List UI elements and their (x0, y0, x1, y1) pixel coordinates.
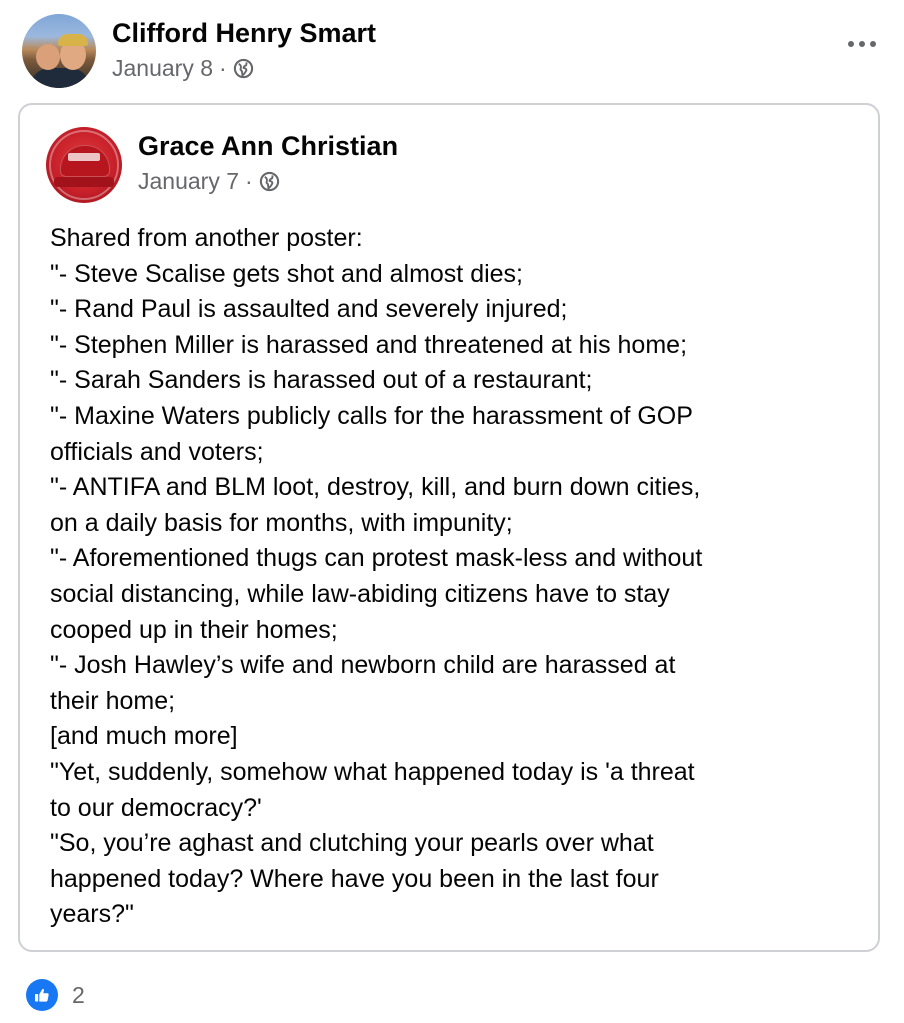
more-options-icon[interactable] (842, 34, 882, 54)
author-avatar[interactable] (22, 14, 96, 88)
post-meta (112, 55, 254, 82)
post-text-line: years?" (50, 900, 134, 929)
shared-post-date[interactable]: January 7 (138, 168, 240, 194)
post-text-line: to our democracy?' (50, 793, 262, 822)
post-text-line: "- Sarah Sanders is harassed out of a restaurant; (50, 366, 593, 395)
post-text-line: "- Josh Hawley’s wife and newborn child are harassed at (50, 651, 676, 680)
post-text-line: "- Aforementioned thugs can protest mask-less and without (50, 544, 703, 573)
post-header (22, 14, 882, 90)
post-text-line: their home; (50, 686, 176, 715)
globe-icon[interactable] (233, 58, 254, 79)
shared-author-name[interactable]: Grace Ann Christian (138, 131, 399, 161)
meta-separator: · (219, 55, 227, 81)
post-text-line: cooped up in their homes; (50, 615, 338, 644)
post-text-line: "- Rand Paul is assaulted and severely injured; (50, 295, 568, 324)
post-text-line: social distancing, while law-abiding citizens have to stay (50, 579, 670, 608)
globe-icon[interactable] (259, 171, 280, 192)
post-text-line: "- Stephen Miller is harassed and threatened at his home; (50, 330, 688, 359)
author-name[interactable]: Clifford Henry Smart (112, 18, 377, 48)
reaction-count: 2 (72, 981, 85, 1008)
post-date[interactable]: January 8 (112, 55, 214, 81)
post-text-line: "- Steve Scalise gets shot and almost dies; (50, 259, 523, 288)
shared-post-card[interactable] (18, 103, 880, 952)
post-text-line: [and much more] (50, 722, 238, 751)
post-text-line: officials and voters; (50, 437, 264, 466)
meta-separator: · (245, 168, 253, 194)
post-text-line: happened today? Where have you been in the last four (50, 864, 659, 893)
post-text-line: on a daily basis for months, with impunity; (50, 508, 513, 537)
post-text-line: "- Maxine Waters publicly calls for the harassment of GOP (50, 401, 693, 430)
like-icon (26, 979, 58, 1011)
post-body-text (50, 221, 865, 933)
shared-author-avatar[interactable] (46, 127, 122, 203)
post-text-line: "So, you’re aghast and clutching your pearls over what (50, 829, 654, 858)
post-text-line: "Yet, suddenly, somehow what happened today is 'a threat (50, 757, 695, 786)
reactions-summary[interactable] (26, 978, 85, 1012)
shared-post-meta (138, 168, 280, 195)
post-text-line: "- ANTIFA and BLM loot, destroy, kill, and burn down cities, (50, 473, 701, 502)
post-text-line: Shared from another poster: (50, 224, 363, 252)
